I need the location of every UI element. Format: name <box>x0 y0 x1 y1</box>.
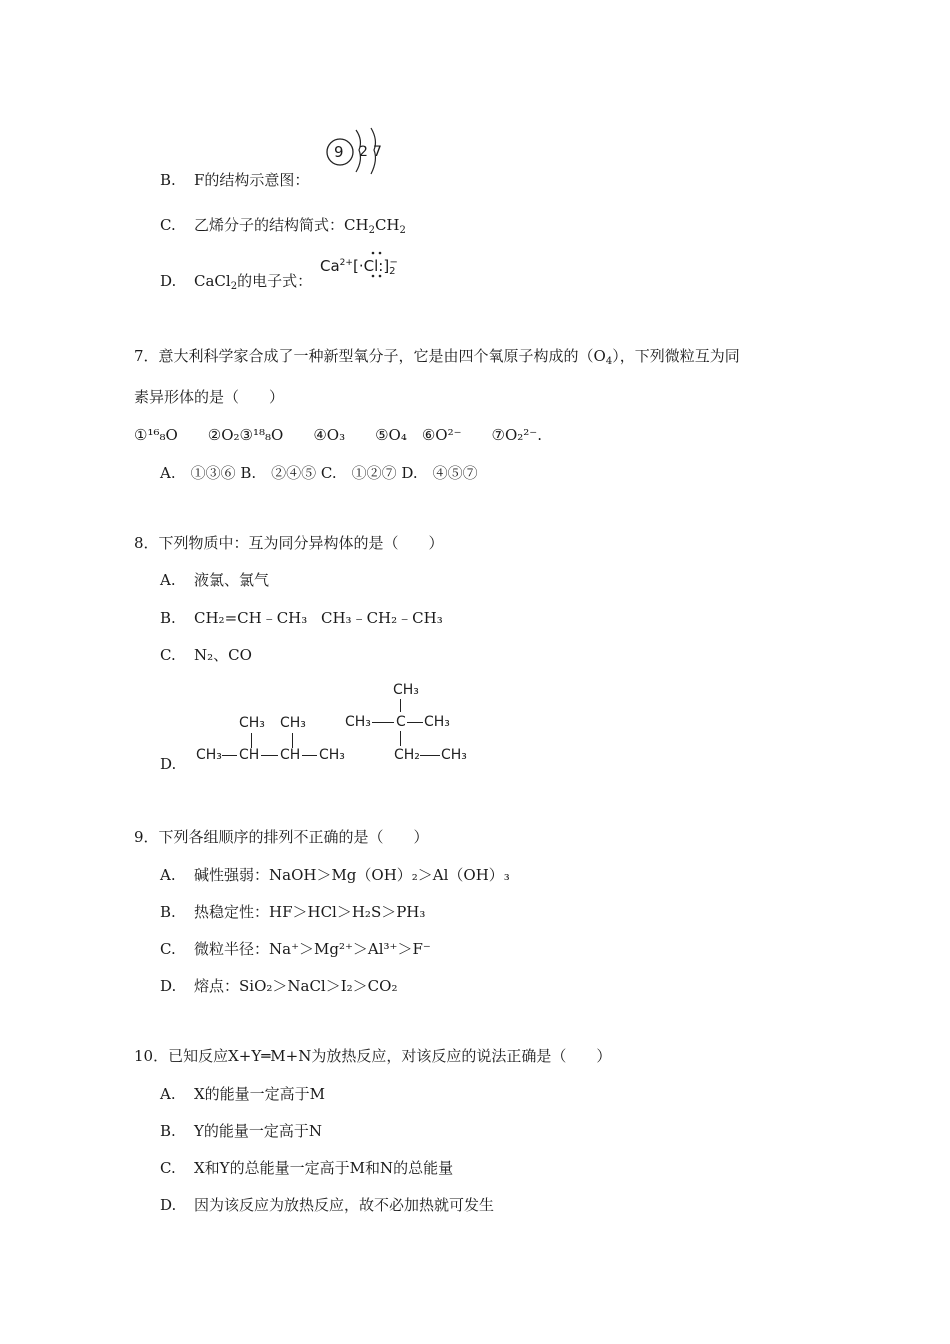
option-text: 因为该反应为放热反应，故不必加热就可发生 <box>194 1196 495 1214</box>
option-text-left: CH₂=CH﹣CH₃ <box>194 609 308 627</box>
option-letter: B. <box>160 1122 176 1140</box>
q10-option-c <box>160 1161 453 1176</box>
option-text: Y的能量一定高于N <box>194 1122 323 1140</box>
electron-formula: $Ca^{2+}[\cdot Cl:]_2^-$ <box>320 257 398 277</box>
bond-line <box>222 755 237 756</box>
q8-stem: 8．下列物质中：互为同分异构体的是（ ） <box>134 534 444 552</box>
q9-option-b <box>160 905 425 920</box>
option-letter: D. <box>160 977 177 995</box>
option-text: X的能量一定高于M <box>194 1085 326 1103</box>
chain-carbon-4: CH₃ <box>319 747 345 763</box>
methylene: CH₂ <box>394 747 420 763</box>
methyl-right: CH₃ <box>424 714 450 730</box>
chain-carbon-2: CH <box>239 747 260 763</box>
chain-carbon-3: CH <box>280 747 301 763</box>
option-text: 液氯、氯气 <box>194 571 270 589</box>
q6-option-c: C. 乙烯分子的结构简式：$CH_2CH_2$ <box>160 216 406 236</box>
q10-option-d <box>160 1198 494 1213</box>
option-letter: A. <box>160 1085 176 1103</box>
methyl-left: CH₃ <box>345 714 371 730</box>
q9-option-c <box>160 942 431 957</box>
q9-option-d <box>160 979 397 994</box>
q10-option-a <box>160 1087 325 1102</box>
q9-option-a <box>160 868 510 883</box>
option-letter: C. <box>160 646 176 664</box>
option-letter: D. <box>160 1196 177 1214</box>
option-letter: C. <box>160 216 176 234</box>
bond-line <box>292 733 293 748</box>
methyl-branch-2: CH₃ <box>280 715 306 731</box>
option-text: N₂、CO <box>194 646 252 664</box>
option-letter: C. <box>160 1159 176 1177</box>
bond-line <box>261 755 278 756</box>
q10-stem: 10．已知反应X+Y═M+N为放热反应，对该反应的说法正确是（ ） <box>134 1047 612 1065</box>
bond-line <box>420 755 440 756</box>
q7-stem-line1: 7．意大利科学家合成了一种新型氧分子，它是由四个氧原子构成的$(O_4)$，下列微粒互为同 <box>134 347 740 367</box>
electron-dots <box>368 250 392 280</box>
q8-option-c <box>160 648 252 663</box>
q8-option-d-letter: D. <box>160 755 177 773</box>
q8-option-b-right: CH₃﹣CH₂﹣CH₃ <box>321 609 443 627</box>
bond-line <box>251 733 252 748</box>
option-letter: C. <box>160 940 176 958</box>
q8-option-a <box>160 573 269 588</box>
option-letter: A. <box>160 866 176 884</box>
option-text: 乙烯分子的结构简式：CH <box>194 216 369 234</box>
bond-line <box>400 699 401 712</box>
option-text: 热稳定性：HF＞HCl＞H₂S＞PH₃ <box>194 903 426 921</box>
q8-option-b <box>160 611 307 626</box>
option-letter: A. <box>160 571 176 589</box>
option-letter: B. <box>160 609 176 627</box>
option-text: 微粒半径：Na⁺＞Mg²⁺＞Al³⁺＞F⁻ <box>194 940 431 958</box>
q9-stem: 9．下列各组顺序的排列不正确的是（ ） <box>134 828 429 846</box>
q10-option-b <box>160 1124 322 1139</box>
option-letter: B. <box>160 171 176 189</box>
nucleus-charge: 9 <box>334 143 344 161</box>
option-text: F的结构示意图： <box>194 171 310 189</box>
option-letter: B. <box>160 903 176 921</box>
methyl-branch-1: CH₃ <box>239 715 265 731</box>
bond-line <box>400 731 401 746</box>
methyl-end: CH₃ <box>441 747 467 763</box>
bond-line <box>372 722 394 723</box>
q7-answers: A. ①③⑥ B. ②④⑤ C. ①②⑦ D. ④⑤⑦ <box>160 464 478 482</box>
quaternary-carbon: C <box>396 714 406 730</box>
chain-carbon-1: CH₃ <box>196 747 222 763</box>
methyl-top: CH₃ <box>393 682 419 698</box>
q7-items: ①¹⁶₈O ②O₂③¹⁸₈O ④O₃ ⑤O₄ ⑥O²⁻ ⑦O₂²⁻. <box>134 426 542 444</box>
bond-line <box>302 755 317 756</box>
option-text: 碱性强弱：NaOH＞Mg（OH）₂＞Al（OH）₃ <box>194 866 510 884</box>
option-text: 熔点：SiO₂＞NaCl＞I₂＞CO₂ <box>194 977 398 995</box>
option-text: X和Y的总能量一定高于M和N的总能量 <box>194 1159 454 1177</box>
shell-1-electrons: 2 <box>359 144 368 160</box>
option-letter: D. <box>160 272 177 290</box>
q7-stem-line2: 素异形体的是（ ） <box>134 388 285 406</box>
bond-line <box>407 722 423 723</box>
shell-2-electrons: 7 <box>373 144 382 160</box>
